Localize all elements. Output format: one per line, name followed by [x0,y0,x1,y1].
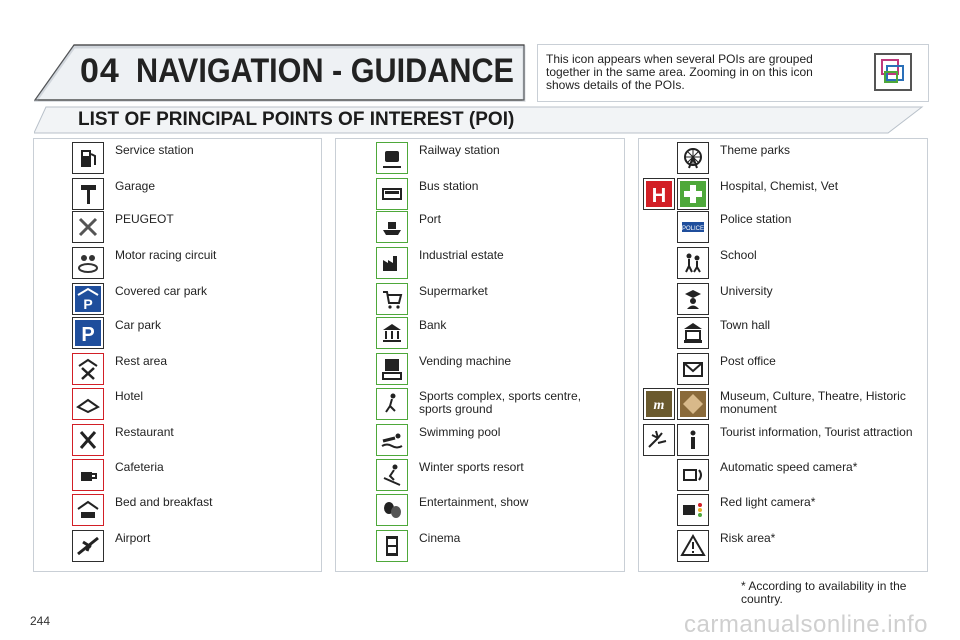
children-icon [677,247,709,279]
shopping-cart-icon [376,283,408,315]
poi-label: Cafeteria [115,460,164,474]
poi-item [336,493,624,527]
poi-label: Museum, Culture, Theatre, Historic monument [720,389,906,416]
poi-label: Airport [115,531,151,545]
poi-label: Entertainment, show [419,495,529,509]
section-subtitle: LIST OF PRINCIPAL POINTS OF INTEREST (POI) [78,109,515,130]
poi-item [336,352,624,386]
poi-item [336,246,624,280]
poi-item [639,458,927,492]
poi-item [34,458,321,492]
bed-breakfast-icon [72,494,104,526]
poi-item [336,423,624,457]
poi-label: Police station [720,212,792,226]
poi-item [34,493,321,527]
poi-item [639,529,927,563]
poi-item [639,246,927,280]
parking-icon [72,317,104,349]
poi-item [336,529,624,563]
poi-label: PEUGEOT [115,212,174,226]
train-icon [376,142,408,174]
svg-text:m: m [653,398,665,413]
poi-item [336,458,624,492]
airplane-icon [72,530,104,562]
skier-icon [376,459,408,491]
racing-circuit-icon [72,247,104,279]
poi-label: Automatic speed camera* [720,460,858,474]
poi-item [34,246,321,280]
svg-text:P: P [81,324,95,346]
poi-item [639,423,927,457]
poi-item [34,282,321,316]
ferris-wheel-icon [677,142,709,174]
chapter-title: NAVIGATION - GUIDANCE [136,52,514,90]
rest-area-icon [72,353,104,385]
poi-label: Sports complex, sports centre, sports ground [419,389,582,416]
fuel-pump-icon [72,142,104,174]
poi-label: Winter sports resort [419,460,524,474]
note-text: This icon appears when several POIs are grouped together in the same area. Zooming in on this icon shows details of the POIs. [546,52,813,92]
poi-label: Hospital, Chemist, Vet [720,179,839,193]
poi-label: Restaurant [115,425,174,439]
poi-label: Bank [419,318,447,332]
poi-label: Swimming pool [419,425,501,439]
poi-item [34,352,321,386]
graduate-icon [677,283,709,315]
poi-label: Supermarket [419,284,488,298]
warning-icon [677,530,709,562]
poi-group-note [537,44,929,102]
watermark: carmanualsonline.info [684,611,928,638]
poi-item [336,282,624,316]
bank-icon [376,317,408,349]
traffic-light-camera-icon [677,494,709,526]
bus-icon [376,178,408,210]
wrench-icon [72,178,104,210]
poi-item [34,177,321,211]
poi-label: Motor racing circuit [115,248,217,262]
poi-label: Town hall [720,318,771,332]
poi-label: Car park [115,318,162,332]
poi-label: Garage [115,179,156,193]
ship-icon [376,211,408,243]
film-icon [376,530,408,562]
poi-item [34,423,321,457]
hospital-cross-icon [677,178,709,210]
poi-label: Bed and breakfast [115,495,213,509]
swimmer-icon [376,424,408,456]
chapter-number: 04 [80,52,120,90]
poi-label: Post office [720,354,776,368]
covered-parking-icon [72,283,104,315]
poi-label: Vending machine [419,354,512,368]
poi-column-1 [33,138,322,572]
cutlery-icon [72,424,104,456]
museum-m-icon [643,388,675,420]
town-hall-icon [677,317,709,349]
poi-item [34,529,321,563]
theatre-masks-icon [376,494,408,526]
poi-label: Hotel [115,389,144,403]
poi-item [34,387,321,421]
poi-label: Rest area [115,354,168,368]
footnote-text: * According to availability in the country. [741,579,907,606]
poi-label: School [720,248,757,262]
info-icon [677,424,709,456]
poi-item [639,316,927,350]
poi-item [639,177,927,211]
sport-icon [376,388,408,420]
poi-item [34,210,321,244]
poi-item [34,141,321,175]
cup-icon [72,459,104,491]
poi-label: University [720,284,773,298]
poi-label: Railway station [419,143,500,157]
svg-text:H: H [651,185,667,207]
poi-item [639,141,927,175]
poi-item [639,493,927,527]
poi-label: Service station [115,143,194,157]
chapter-header [34,44,524,100]
poi-item [336,387,624,421]
envelope-icon [677,353,709,385]
poi-column-3 [638,138,928,572]
poi-label: Bus station [419,179,479,193]
page-number: 244 [30,614,51,628]
hospital-h-icon [643,178,675,210]
poi-label: Covered car park [115,284,208,298]
poi-item [336,141,624,175]
svg-text:P: P [83,296,93,312]
poi-item [639,352,927,386]
grouped-poi-icon [874,53,912,91]
poi-column-2 [335,138,625,572]
poi-item [336,177,624,211]
poi-item [336,210,624,244]
footnote [741,580,906,606]
peugeot-tools-icon [72,211,104,243]
speed-camera-icon [677,459,709,491]
svg-text:POLICE: POLICE [681,226,705,232]
poi-label: Risk area* [720,531,776,545]
poi-label: Port [419,212,442,226]
poi-item [639,210,927,244]
police-icon [677,211,709,243]
bed-icon [72,388,104,420]
poi-item [639,387,927,421]
poi-item [336,316,624,350]
poi-label: Theme parks [720,143,791,157]
museum-icon [677,388,709,420]
poi-label: Red light camera* [720,495,816,509]
poi-label: Cinema [419,531,461,545]
poi-label: Industrial estate [419,248,504,262]
atm-icon [376,353,408,385]
tourist-attraction-icon [643,424,675,456]
poi-item [639,282,927,316]
poi-label: Tourist information, Tourist attraction [720,425,913,439]
poi-item [34,316,321,350]
factory-icon [376,247,408,279]
